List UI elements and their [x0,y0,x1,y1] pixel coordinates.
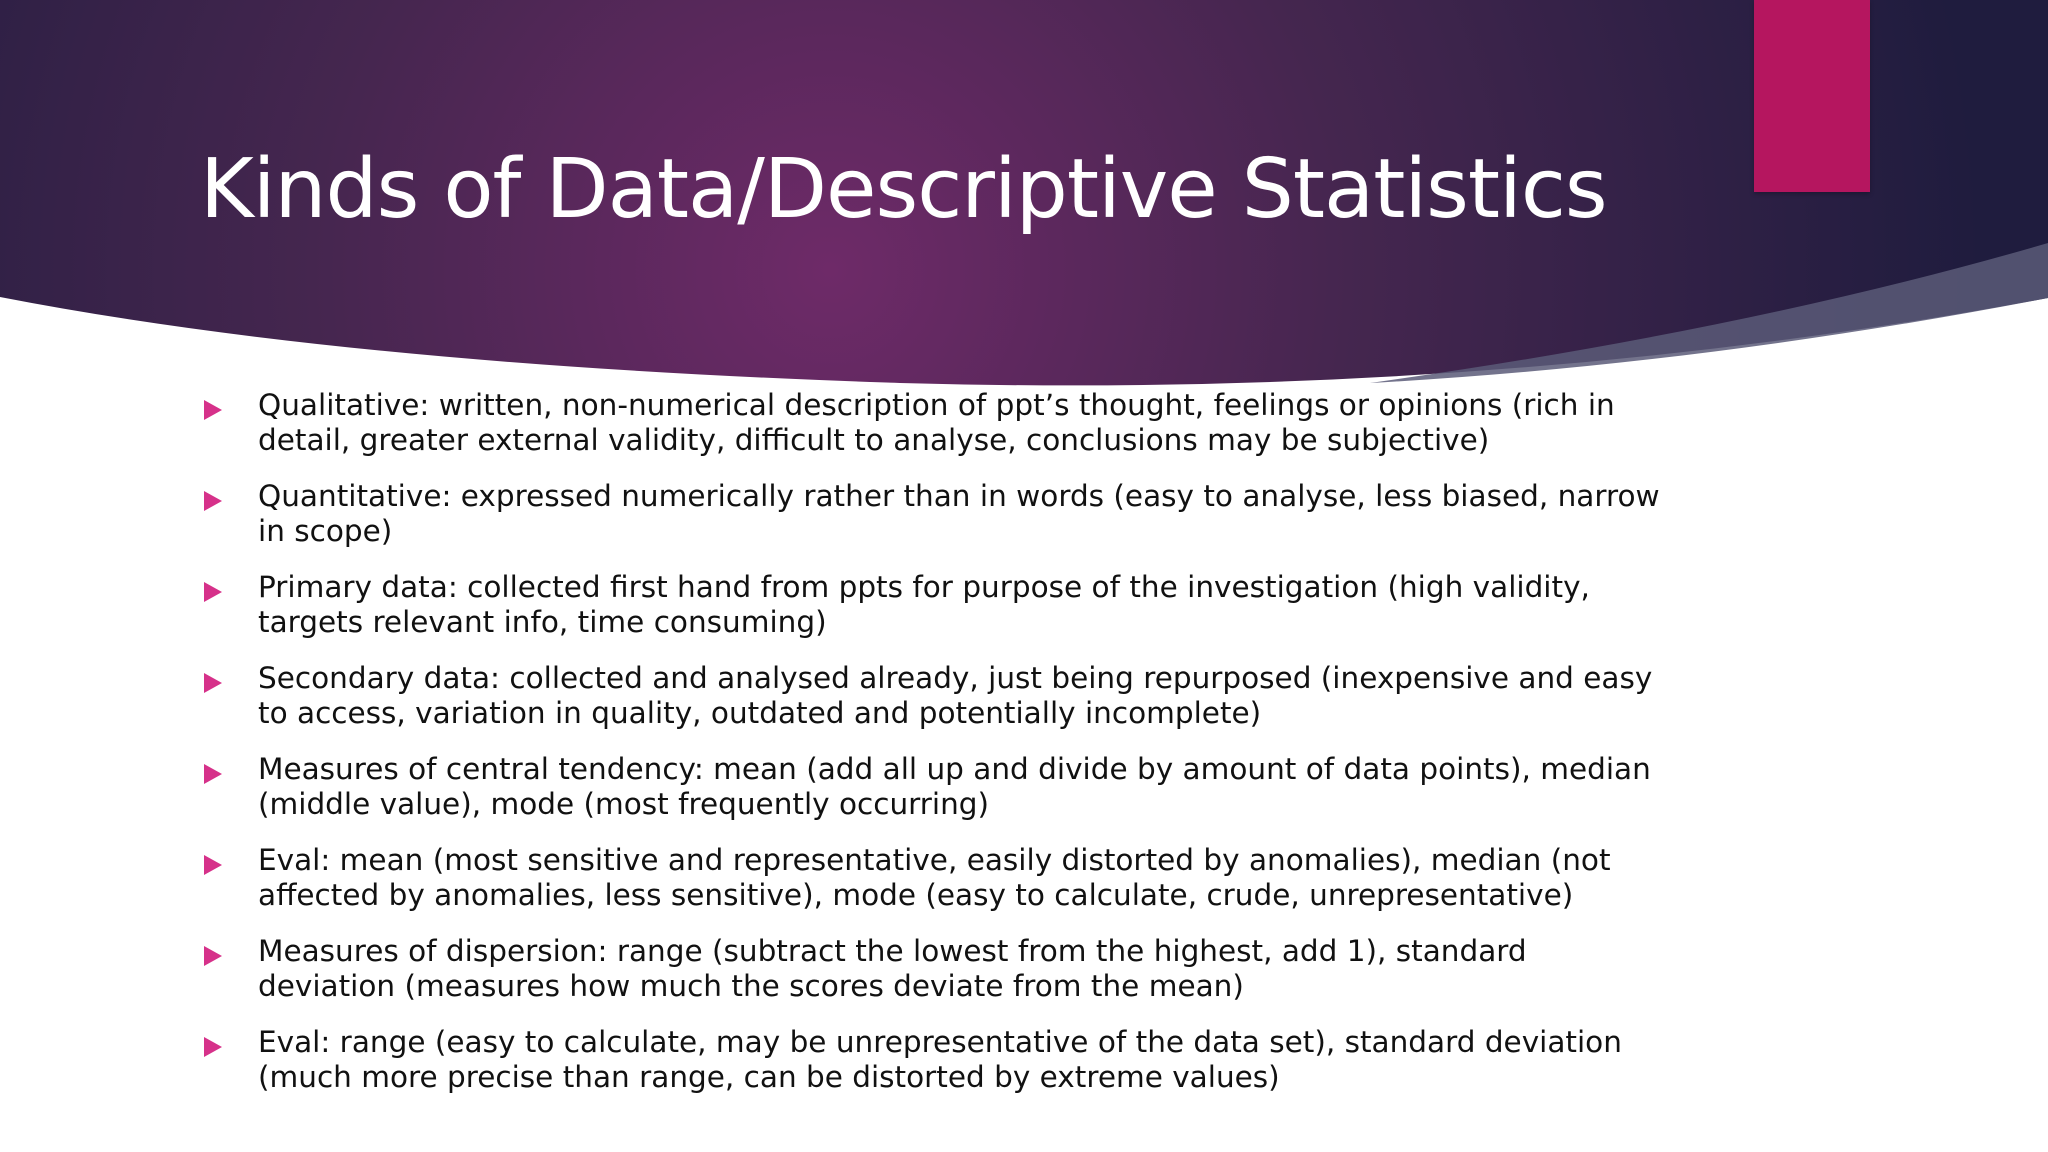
bullet-item [200,1025,1660,1095]
triangle-bullet-icon [204,764,222,784]
bullet-text: Quantitative: expressed numerically rather than in words (easy to analyse, less biased, narrow in scope) [258,479,1660,548]
triangle-bullet-icon [204,582,222,602]
bullet-item [200,752,1660,822]
accent-tab [1754,0,1870,192]
bullet-item [200,661,1660,731]
bullet-text: Primary data: collected first hand from ppts for purpose of the investigation (high validity, targets relevant info, time consuming) [258,570,1590,639]
triangle-bullet-icon [204,946,222,966]
slide-title: Kinds of Data/Descriptive Statistics [200,142,1607,237]
bullet-text: Eval: mean (most sensitive and representative, easily distorted by anomalies), median (not affected by anomalies, less sensitive), mode (easy to calculate, crude, unrepresentative) [258,843,1611,912]
bullet-item [200,388,1660,458]
triangle-bullet-icon [204,491,222,511]
triangle-bullet-icon [204,673,222,693]
bullet-item [200,479,1660,549]
triangle-bullet-icon [204,1037,222,1057]
bullet-list [200,388,1660,1116]
bullet-item [200,570,1660,640]
triangle-bullet-icon [204,855,222,875]
bullet-item [200,843,1660,913]
bullet-item [200,934,1660,1004]
bullet-text: Measures of dispersion: range (subtract the lowest from the highest, add 1), standard deviation (measures how much the scores deviate from the mean) [258,934,1527,1003]
bullet-text: Secondary data: collected and analysed already, just being repurposed (inexpensive and easy to access, variation in quality, outdated and potentially incomplete) [258,661,1653,730]
bullet-text: Eval: range (easy to calculate, may be unrepresentative of the data set), standard deviation (much more precise than range, can be distorted by extreme values) [258,1025,1622,1094]
triangle-bullet-icon [204,400,222,420]
bullet-text: Qualitative: written, non-numerical description of ppt’s thought, feelings or opinions (rich in detail, greater external validity, difficult to analyse, conclusions may be subjective) [258,388,1615,457]
bullet-text: Measures of central tendency: mean (add all up and divide by amount of data points), median (middle value), mode (most frequently occurring) [258,752,1651,821]
